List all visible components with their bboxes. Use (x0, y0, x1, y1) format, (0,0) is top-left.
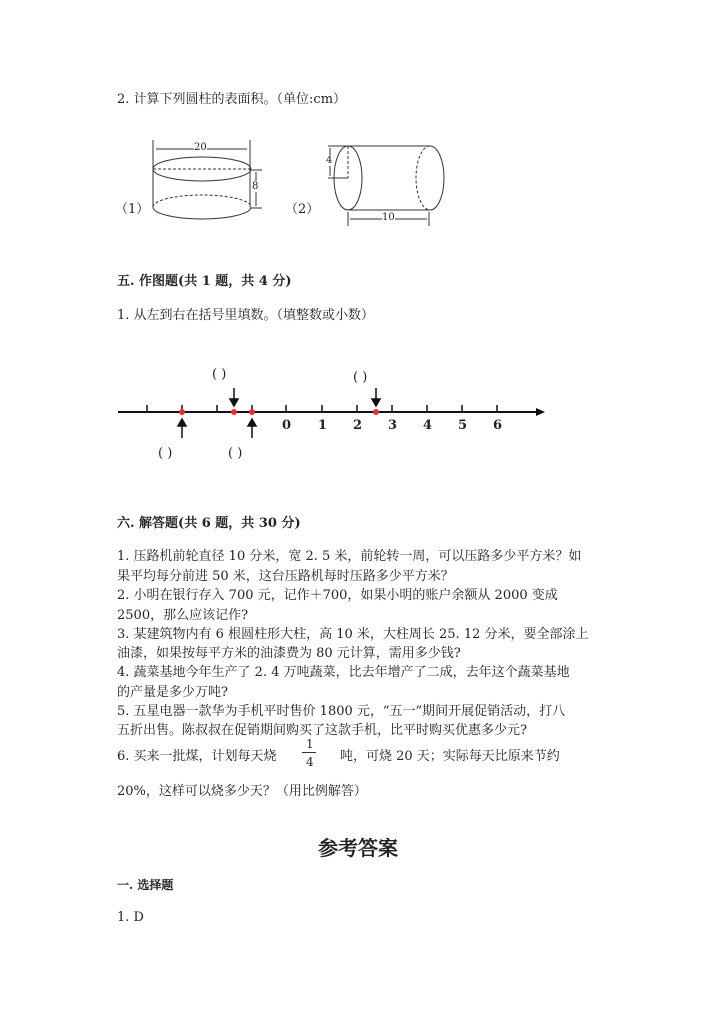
fraction-bar (302, 752, 316, 753)
problem-6-text: 6. 买来一批煤，计划每天烧 (117, 749, 277, 764)
radius-label: 4 (326, 155, 333, 166)
height-label: 8 (252, 181, 259, 192)
answer-blank[interactable]: ( ) (158, 446, 173, 461)
problem-6-text: 20%，这样可以烧多少天？（用比例解答） (117, 784, 367, 799)
problem-line: 1. 压路机前轮直径 10 分米，宽 2. 5 米，前轮转一周，可以压路多少平方米？如 (117, 549, 582, 564)
figure-1-label: （1） (115, 202, 150, 217)
up-arrow-icon (178, 419, 186, 426)
question-title: 2. 计算下列圆柱的表面积。（单位:cm） (117, 92, 347, 107)
length-label: 10 (382, 212, 395, 223)
answer-blank[interactable]: ( ) (212, 367, 227, 382)
up-arrow-icon (248, 419, 256, 426)
problem-6-text: 吨，可烧 20 天；实际每天比原来节约 (340, 749, 560, 764)
answers-section-heading: 一. 选择题 (117, 878, 174, 892)
fraction-numerator: 1 (306, 737, 314, 751)
point-marker (231, 409, 237, 415)
problem-line: 2500，那么应该记作? (117, 608, 249, 623)
tick-label: 1 (318, 418, 328, 433)
tick-label: 5 (458, 418, 468, 433)
problem-line: 果平均每分前进 50 米，这台压路机每时压路多少平方米？ (117, 569, 454, 584)
tick-label: 4 (423, 418, 433, 433)
problem-line: 5. 五星电器一款华为手机平时售价 1800 元，“五一”期间开展促销活动，打八 (117, 704, 566, 719)
problem-line: 油漆，如果按每平方米的油漆费为 80 元计算，需用多少钱? (117, 646, 461, 661)
answer-item: 1. D (117, 910, 144, 925)
diameter-label: 20 (194, 142, 207, 153)
answers-title: 参考答案 (318, 836, 398, 860)
tick-label: 0 (282, 418, 292, 433)
problem-line: 4. 蔬菜基地今年生产了 2. 4 万吨蔬菜，比去年增产了二成，去年这个蔬菜基地 (117, 665, 570, 680)
section-5-heading: 五. 作图题(共 1 题，共 4 分) (117, 274, 292, 289)
section-6-heading: 六. 解答题(共 6 题，共 30 分) (117, 516, 301, 531)
down-arrow-icon (230, 399, 238, 406)
tick-label: 2 (353, 418, 363, 433)
down-arrow-icon (372, 399, 380, 406)
problem-line: 的产量是多少万吨? (117, 685, 228, 700)
tick-label: 3 (388, 418, 398, 433)
problem-line: 3. 某建筑物内有 6 根圆柱形大柱，高 10 米，大柱周长 25. 12 分米，要全部涂上 (117, 627, 589, 642)
answer-blank[interactable]: ( ) (228, 446, 243, 461)
figure-2-label: （2） (285, 202, 320, 217)
answer-blank[interactable]: ( ) (353, 370, 368, 385)
point-marker (249, 409, 255, 415)
tick-label: 6 (493, 418, 503, 433)
section-5-question: 1. 从左到右在括号里填数。（填整数或小数） (117, 308, 375, 323)
problem-line: 五折出售。陈叔叔在促销期间购买了这款手机，比平时购买优惠多少元? (117, 723, 527, 738)
fraction-denominator: 4 (306, 755, 314, 769)
problem-6-line (117, 745, 277, 764)
point-marker (179, 409, 185, 415)
problem-line: 2. 小明在银行存入 700 元，记作＋700，如果小明的账户余额从 2000 变成 (117, 588, 558, 603)
point-marker (373, 409, 379, 415)
axis-arrow-icon (536, 408, 545, 416)
